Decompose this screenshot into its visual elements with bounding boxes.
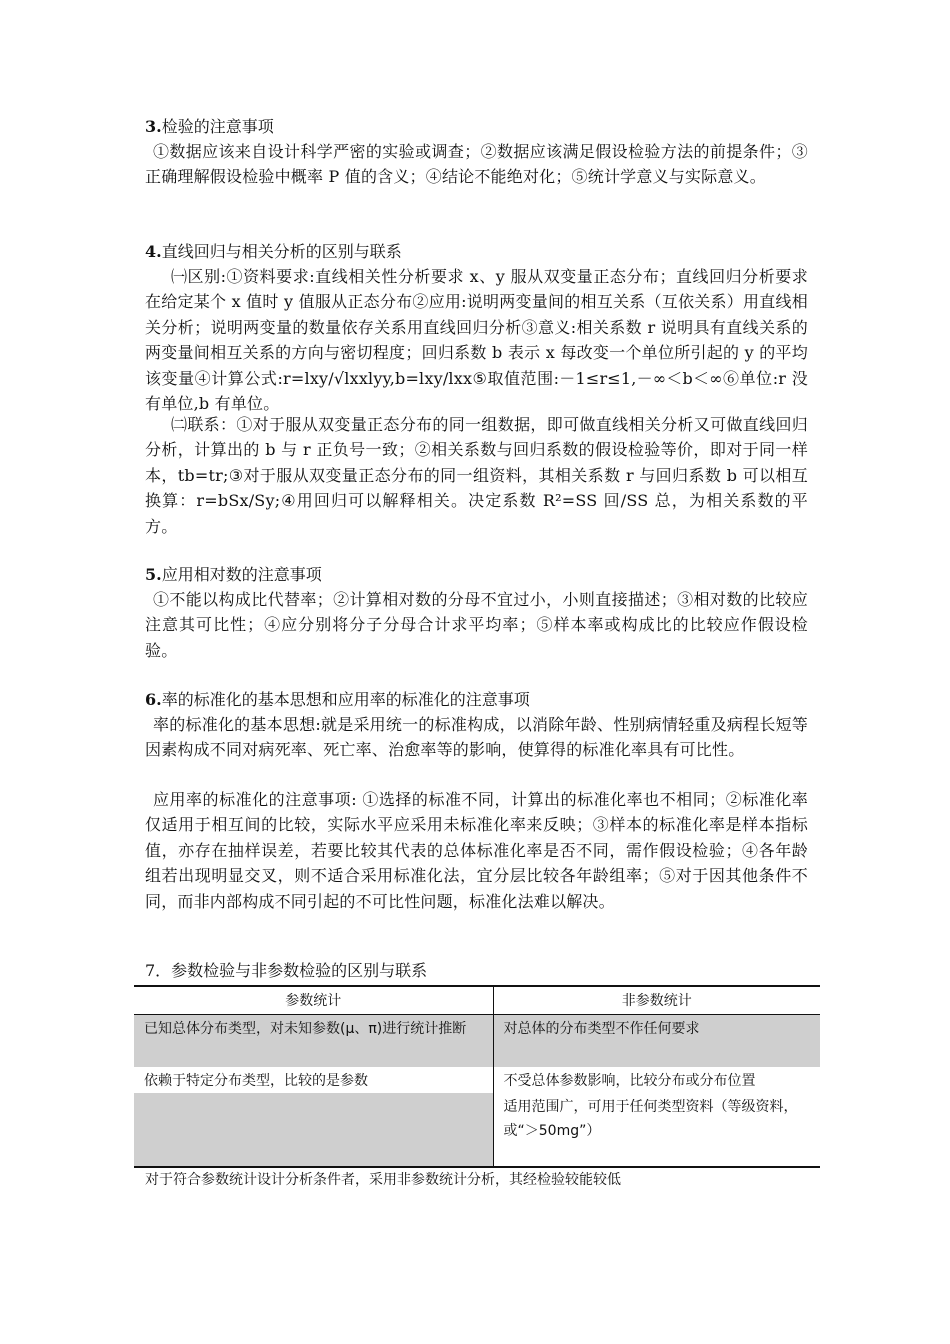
section-title: 应用相对数的注意事项	[161, 565, 322, 584]
table-cell: 已知总体分布类型，对未知参数(μ、π)进行统计推断	[134, 1015, 493, 1067]
table-row	[134, 1093, 820, 1167]
section-5-heading	[145, 563, 322, 587]
section-7-note: 对于符合参数统计设计分析条件者，采用非参数统计分析，其经检验较能较低	[145, 1172, 621, 1188]
section-number: 3.	[145, 117, 162, 136]
table-header-row	[134, 986, 820, 1015]
section-4-relation-paragraph: ㈡联系：①对于服从双变量正态分布的同一组数据，即可做直线相关分析又可做直线回归分析，计算出的 b 与 r 正负号一致；②相关系数与回归系数的假设检验等价，即对于同一样本，tb=tr;③对于服从双变量正态分布的同一组资料，其相关系数 r 与回归系数 b 可以相互换算：r=bSx/Sy;④用回归可以解释相关。决定系数 R²=SS 回/SS 总，为相关系数的平方。	[145, 415, 808, 536]
table-cell: 依赖于特定分布类型，比较的是参数	[134, 1067, 493, 1093]
section-3-heading	[145, 115, 274, 139]
section-4-heading	[145, 240, 402, 264]
section-6-heading	[145, 688, 530, 712]
table-row	[134, 1067, 820, 1093]
section-title: 检验的注意事项	[161, 117, 274, 136]
section-number: 6.	[145, 690, 162, 709]
table-cell	[134, 1093, 493, 1167]
section-7-title: 7．参数检验与非参数检验的区别与联系	[145, 961, 428, 980]
section-title: 直线回归与相关分析的区别与联系	[161, 242, 402, 261]
header-parametric: 参数统计	[134, 986, 493, 1015]
table-cell: 对总体的分布类型不作任何要求	[493, 1015, 820, 1067]
section-number: 5.	[145, 565, 162, 584]
table-row	[134, 1015, 820, 1067]
table-cell: 适用范围广，可用于任何类型资料（等级资料，或“＞50mg”）	[493, 1093, 820, 1167]
section-5-body: ①不能以构成比代替率；②计算相对数的分母不宜过小，小则直接描述；③相对数的比较应注意其可比性；④应分别将分子分母合计求平均率；⑤样本率或构成比的比较应作假设检验。	[145, 590, 808, 660]
header-nonparametric: 非参数统计	[493, 986, 820, 1015]
comparison-table	[134, 985, 820, 1168]
section-6-idea-paragraph: 率的标准化的基本思想:就是采用统一的标准构成，以消除年龄、性别病情轻重及病程长短等因素构成不同对病死率、死亡率、治愈率等的影响，使算得的标准化率具有可比性。	[145, 715, 808, 760]
table-cell: 不受总体参数影响，比较分布或分布位置	[503, 1072, 756, 1089]
section-3-body: ①数据应该来自设计科学严密的实验或调查；②数据应该满足假设检验方法的前提条件；③正确理解假设检验中概率 P 值的含义；④结论不能绝对化；⑤统计学意义与实际意义。	[145, 142, 808, 187]
section-number: 4.	[145, 242, 162, 261]
section-title: 率的标准化的基本思想和应用率的标准化的注意事项	[161, 690, 530, 709]
section-4-difference-paragraph: ㈠区别:①资料要求:直线相关性分析要求 x、y 服从双变量正态分布；直线回归分析要求在给定某个 x 值时 y 值服从正态分布②应用:说明两变量间的相互关系（互依关系）用直线相关分析；说明两变量的数量依存关系用直线回归分析③意义:相关系数 r 说明具有直线关系的两变量间相互关系的方向与密切程度；回归系数 b 表示 x 每改变一个单位所引起的 y 的平均该变量④计算公式:r=lxy/√lxxlyy,b=lxy/lxx⑤取值范围:－1≤r≤1,－∞＜b＜∞⑥单位:r 没有单位,b 有单位。	[145, 267, 808, 414]
section-6-notes-paragraph: 应用率的标准化的注意事项: ①选择的标准不同，计算出的标准化率也不相同；②标准化率仅适用于相互间的比较，实际水平应采用未标准化率来反映；③样本的标准化率是样本指标值，亦存在抽样误差，若要比较其代表的总体标准化率是否不同，需作假设检验；④各年龄组若出现明显交叉，则不适合采用标准化法，宜分层比较各年龄组率；⑤对于因其他条件不同，而非内部构成不同引起的不可比性问题，标准化法难以解决。	[145, 790, 808, 911]
